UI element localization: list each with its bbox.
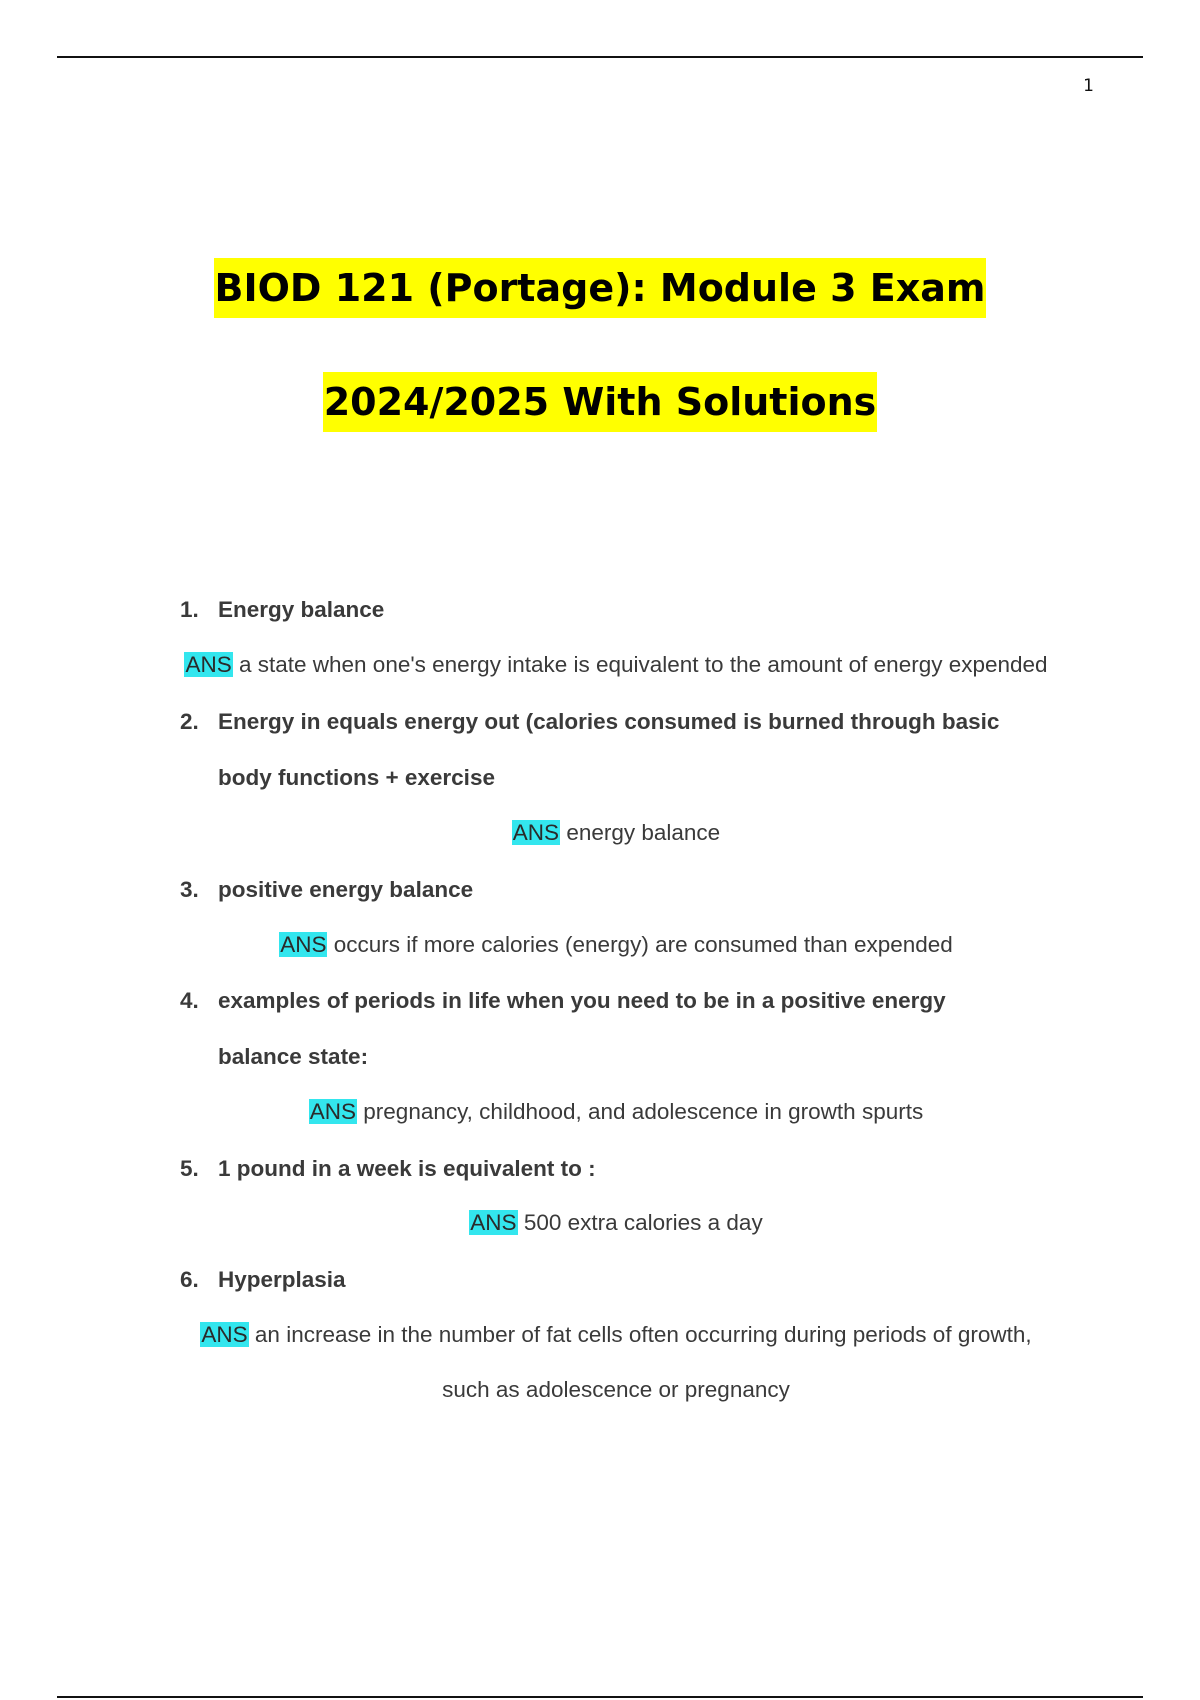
answer-5 xyxy=(0,1210,1200,1236)
answer-tag: ANS xyxy=(185,652,232,677)
question-4-continued: balance state: xyxy=(218,1044,369,1069)
answer-1 xyxy=(0,652,1200,678)
question-text: Energy balance xyxy=(218,597,385,622)
question-text: examples of periods in life when you need to be in a positive energy xyxy=(218,988,946,1013)
question-1 xyxy=(180,597,384,623)
answer-text: 500 extra calories a day xyxy=(523,1210,763,1235)
answer-tag: ANS xyxy=(512,820,560,845)
question-6 xyxy=(180,1267,346,1293)
question-text: 1 pound in a week is equivalent to : xyxy=(218,1156,596,1181)
answer-2 xyxy=(0,820,1200,846)
document-title-line-2 xyxy=(0,372,1200,432)
answer-6-continued: such as adolescence or pregnancy xyxy=(442,1377,790,1402)
question-number: 5. xyxy=(180,1156,199,1181)
question-number: 4. xyxy=(180,988,199,1013)
question-number: 2. xyxy=(180,709,199,734)
answer-text: occurs if more calories (energy) are consumed than expended xyxy=(333,932,953,957)
answer-6 xyxy=(0,1322,1200,1348)
question-number: 3. xyxy=(180,877,199,902)
title-highlight: BIOD 121 (Portage): Module 3 Exam xyxy=(214,258,987,318)
question-number: 6. xyxy=(180,1267,199,1292)
answer-text: an increase in the number of fat cells often occurring during periods of growth, xyxy=(254,1322,1032,1347)
question-text: Energy in equals energy out (calories consumed is burned through basic xyxy=(218,709,1000,734)
answer-text: energy balance xyxy=(566,820,721,845)
answer-text: a state when one's energy intake is equivalent to the amount of energy expended xyxy=(238,652,1048,677)
document-title-line-1 xyxy=(0,258,1200,318)
header-rule xyxy=(57,56,1143,58)
question-text: Hyperplasia xyxy=(218,1267,346,1292)
answer-4 xyxy=(0,1099,1200,1125)
title-highlight: 2024/2025 With Solutions xyxy=(323,372,878,432)
question-number: 1. xyxy=(180,597,199,622)
answer-tag: ANS xyxy=(201,1322,248,1347)
answer-tag: ANS xyxy=(280,932,327,957)
question-2-continued: body functions + exercise xyxy=(218,765,495,790)
question-2 xyxy=(180,709,999,735)
answer-tag: ANS xyxy=(470,1210,517,1235)
question-3 xyxy=(180,877,473,903)
question-4 xyxy=(180,988,946,1014)
answer-3 xyxy=(0,932,1200,958)
question-5 xyxy=(180,1156,596,1182)
question-text: positive energy balance xyxy=(218,877,474,902)
footer-rule xyxy=(57,1696,1143,1698)
page-number: 1 xyxy=(1083,76,1094,96)
answer-tag: ANS xyxy=(309,1099,357,1124)
answer-text: pregnancy, childhood, and adolescence in growth spurts xyxy=(363,1099,924,1124)
